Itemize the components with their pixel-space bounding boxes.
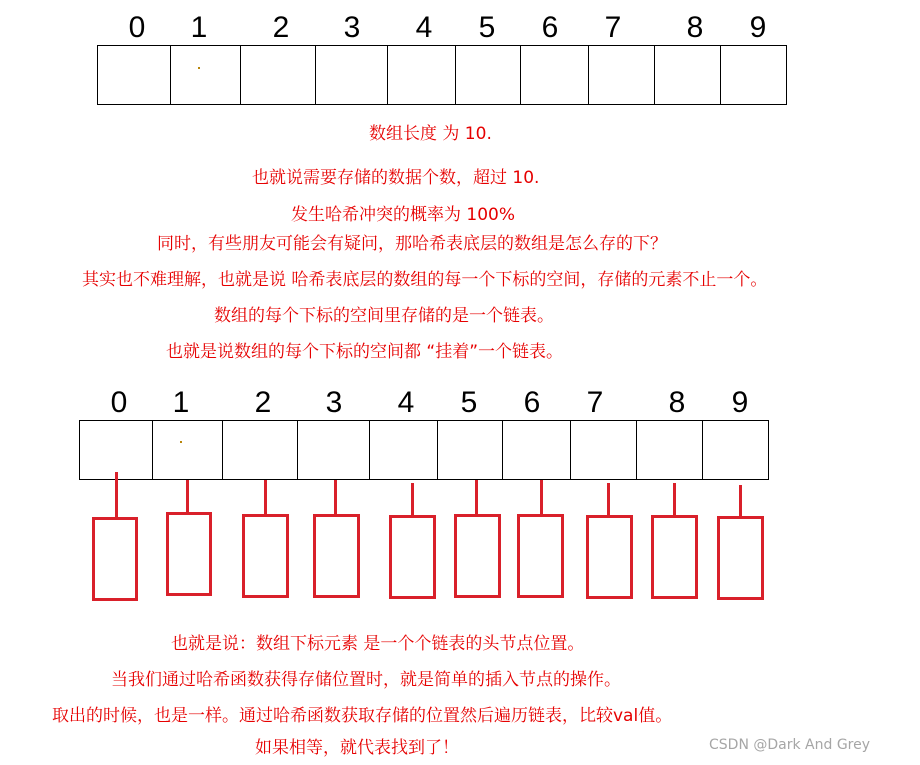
note-hanging-list: 也就是说数组的每个下标的空间都 “挂着”一个链表。 bbox=[166, 342, 564, 362]
top-index-6: 6 bbox=[541, 11, 559, 44]
list-head-node-7 bbox=[586, 515, 633, 599]
watermark: CSDN @Dark And Grey bbox=[709, 737, 871, 753]
top-index-5: 5 bbox=[478, 11, 496, 44]
bottom-array-cell-6 bbox=[502, 420, 571, 480]
note-data-count: 也就说需要存储的数据个数，超过 10. bbox=[252, 168, 540, 188]
note-explanation: 其实也不难理解，也就是说 哈希表底层的数组的每一个下标的空间，存储的元素不止一个。 bbox=[82, 270, 768, 290]
top-index-3: 3 bbox=[343, 11, 361, 44]
list-head-node-2 bbox=[242, 514, 289, 598]
link-stem-9 bbox=[739, 485, 742, 519]
top-index-7: 7 bbox=[604, 11, 622, 44]
note-linked-list: 数组的每个下标的空间里存储的是一个链表。 bbox=[214, 306, 554, 326]
top-index-9: 9 bbox=[749, 11, 767, 44]
link-stem-5 bbox=[475, 480, 478, 516]
list-head-node-5 bbox=[454, 514, 501, 598]
top-index-1: 1 bbox=[190, 11, 208, 44]
top-index-2: 2 bbox=[272, 11, 290, 44]
note-insert: 当我们通过哈希函数获得存储位置时，就是简单的插入节点的操作。 bbox=[111, 670, 621, 690]
bottom-index-8: 8 bbox=[668, 386, 686, 419]
top-array-cell-4 bbox=[387, 45, 456, 105]
link-stem-2 bbox=[264, 480, 267, 516]
bottom-index-1: 1 bbox=[172, 386, 190, 419]
link-stem-8 bbox=[673, 483, 676, 517]
top-array-cell-3 bbox=[315, 45, 388, 105]
top-array-cell-0 bbox=[97, 45, 171, 105]
bottom-index-2: 2 bbox=[254, 386, 272, 419]
list-head-node-3 bbox=[313, 514, 360, 598]
link-stem-7 bbox=[607, 483, 610, 517]
bottom-array-cell-5 bbox=[437, 420, 503, 480]
list-head-node-9 bbox=[717, 516, 764, 600]
top-array-cell-5 bbox=[455, 45, 521, 105]
list-head-node-1 bbox=[166, 512, 212, 596]
top-array-cell-7 bbox=[588, 45, 655, 105]
note-array-length: 数组长度 为 10. bbox=[369, 124, 492, 144]
bottom-index-3: 3 bbox=[325, 386, 343, 419]
top-index-4: 4 bbox=[415, 11, 433, 44]
bottom-index-0: 0 bbox=[110, 386, 128, 419]
link-stem-6 bbox=[540, 480, 543, 516]
bottom-array-cell-2 bbox=[222, 420, 298, 480]
bottom-array-cell-9 bbox=[702, 420, 769, 480]
bottom-index-5: 5 bbox=[460, 386, 478, 419]
link-stem-3 bbox=[334, 480, 337, 516]
top-index-0: 0 bbox=[128, 11, 146, 44]
link-stem-1 bbox=[186, 480, 189, 514]
bottom-array-cell-3 bbox=[297, 420, 370, 480]
note-found: 如果相等，就代表找到了！ bbox=[255, 738, 459, 758]
top-array-cell-1 bbox=[170, 45, 241, 105]
bottom-array-cell-4 bbox=[369, 420, 438, 480]
top-array-cell-9 bbox=[720, 45, 787, 105]
bottom-array-cell-7 bbox=[570, 420, 637, 480]
list-head-node-6 bbox=[517, 514, 564, 598]
list-head-node-8 bbox=[651, 515, 698, 599]
note-collision-probability: 发生哈希冲突的概率为 100% bbox=[291, 205, 516, 225]
note-question: 同时，有些朋友可能会有疑问，那哈希表底层的数组是怎么存的下？ bbox=[157, 234, 667, 254]
bottom-index-6: 6 bbox=[523, 386, 541, 419]
link-stem-4 bbox=[411, 483, 414, 517]
stray-mark bbox=[180, 441, 182, 443]
bottom-index-9: 9 bbox=[731, 386, 749, 419]
top-index-8: 8 bbox=[686, 11, 704, 44]
bottom-array-cell-1 bbox=[152, 420, 223, 480]
bottom-array-cell-8 bbox=[636, 420, 703, 480]
top-array-cell-2 bbox=[240, 45, 316, 105]
top-array-cell-6 bbox=[520, 45, 589, 105]
list-head-node-4 bbox=[389, 515, 436, 599]
bottom-index-7: 7 bbox=[586, 386, 604, 419]
note-lookup: 取出的时候，也是一样。通过哈希函数获取存储的位置然后遍历链表，比较val值。 bbox=[52, 706, 673, 726]
link-stem-0 bbox=[115, 472, 118, 520]
stray-mark bbox=[198, 67, 200, 69]
bottom-index-4: 4 bbox=[397, 386, 415, 419]
note-head-node: 也就是说：数组下标元素 是一个个链表的头节点位置。 bbox=[171, 634, 585, 654]
list-head-node-0 bbox=[92, 517, 138, 601]
bottom-array-cell-0 bbox=[79, 420, 153, 480]
top-array-cell-8 bbox=[654, 45, 721, 105]
